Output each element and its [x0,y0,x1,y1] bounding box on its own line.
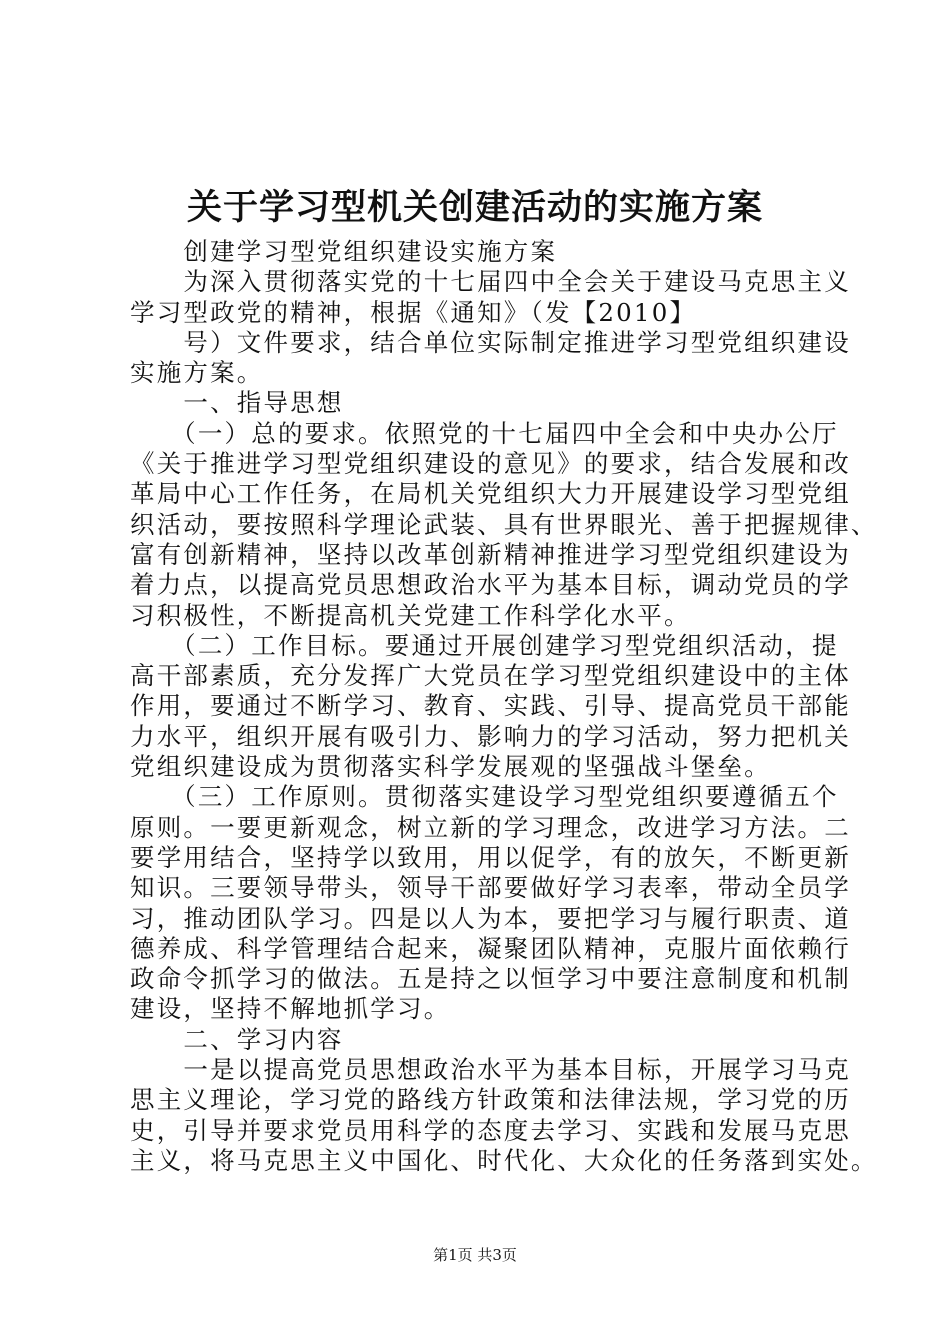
text-line: 习积极性，不断提高机关党建工作科学化水平。 [130,600,691,630]
document-body [130,237,878,1176]
text-line: 作用，要通过不断学习、教育、实践、引导、提高党员干部能 [130,691,851,721]
text-line: 政命令抓学习的做法。五是持之以恒学习中要注意制度和机制 [130,964,851,994]
text-line: 富有创新精神，坚持以改革创新精神推进学习型党组织建设为 [130,539,851,569]
text-line: 学习型政党的精神，根据《通知》（发【2010】 [130,297,697,327]
text-line: 知识。三要领导带头，领导干部要做好学习表率，带动全员学 [130,873,851,903]
page-number: 第1页 共3页 [433,1246,517,1264]
text-line: 力水平，组织开展有吸引力、影响力的学习活动，努力把机关 [130,721,851,751]
text-line: 思主义理论，学习党的路线方针政策和法律法规，学习党的历 [130,1085,851,1115]
text-line: 要学用结合，坚持学以致用，用以促学，有的放矢，不断更新 [130,842,851,872]
text-line: 主义，将马克思主义中国化、时代化、大众化的任务落到实处。 [130,1145,878,1175]
text-line: 建设，坚持不解地抓学习。 [130,994,451,1024]
text-line: 党组织建设成为贯彻落实科学发展观的坚强战斗堡垒。 [130,752,771,782]
text-line: 原则。一要更新观念，树立新的学习理念，改进学习方法。二 [130,812,851,842]
text-line: 着力点，以提高党员思想政治水平为基本目标，调动党员的学 [130,570,851,600]
text-line: 革局中心工作任务，在局机关党组织大力开展建设学习型党组 [130,479,851,509]
text-line: 创建学习型党组织建设实施方案 [130,237,558,266]
text-line: 实施方案。 [130,358,264,388]
text-line: （三）工作原则。贯彻落实建设学习型党组织要遵循五个 [130,782,839,812]
document-title: 关于学习型机关创建活动的实施方案 [186,187,763,228]
text-line: 一、指导思想 [130,388,344,418]
text-line: 一是以提高党员思想政治水平为基本目标，开展学习马克 [130,1055,851,1085]
text-line: 为深入贯彻落实党的十七届四中全会关于建设马克思主义 [130,267,851,297]
text-line: 二、学习内容 [130,1024,344,1054]
text-line: 织活动，要按照科学理论武装、具有世界眼光、善于把握规律、 [130,509,878,539]
text-line: （一）总的要求。依照党的十七届四中全会和中央办公厅 [130,418,839,448]
text-line: 《关于推进学习型党组织建设的意见》的要求，结合发展和改 [130,449,851,479]
text-line: 德养成、科学管理结合起来，凝聚团队精神，克服片面依赖行 [130,933,851,963]
text-line: 习，推动团队学习。四是以人为本，要把学习与履行职责、道 [130,903,851,933]
text-line: （二）工作目标。要通过开展创建学习型党组织活动，提 [130,630,839,660]
text-line: 史，引导并要求党员用科学的态度去学习、实践和发展马克思 [130,1115,851,1145]
text-line: 号）文件要求，结合单位实际制定推进学习型党组织建设 [130,327,851,357]
text-line: 高干部素质，充分发挥广大党员在学习型党组织建设中的主体 [130,661,851,691]
